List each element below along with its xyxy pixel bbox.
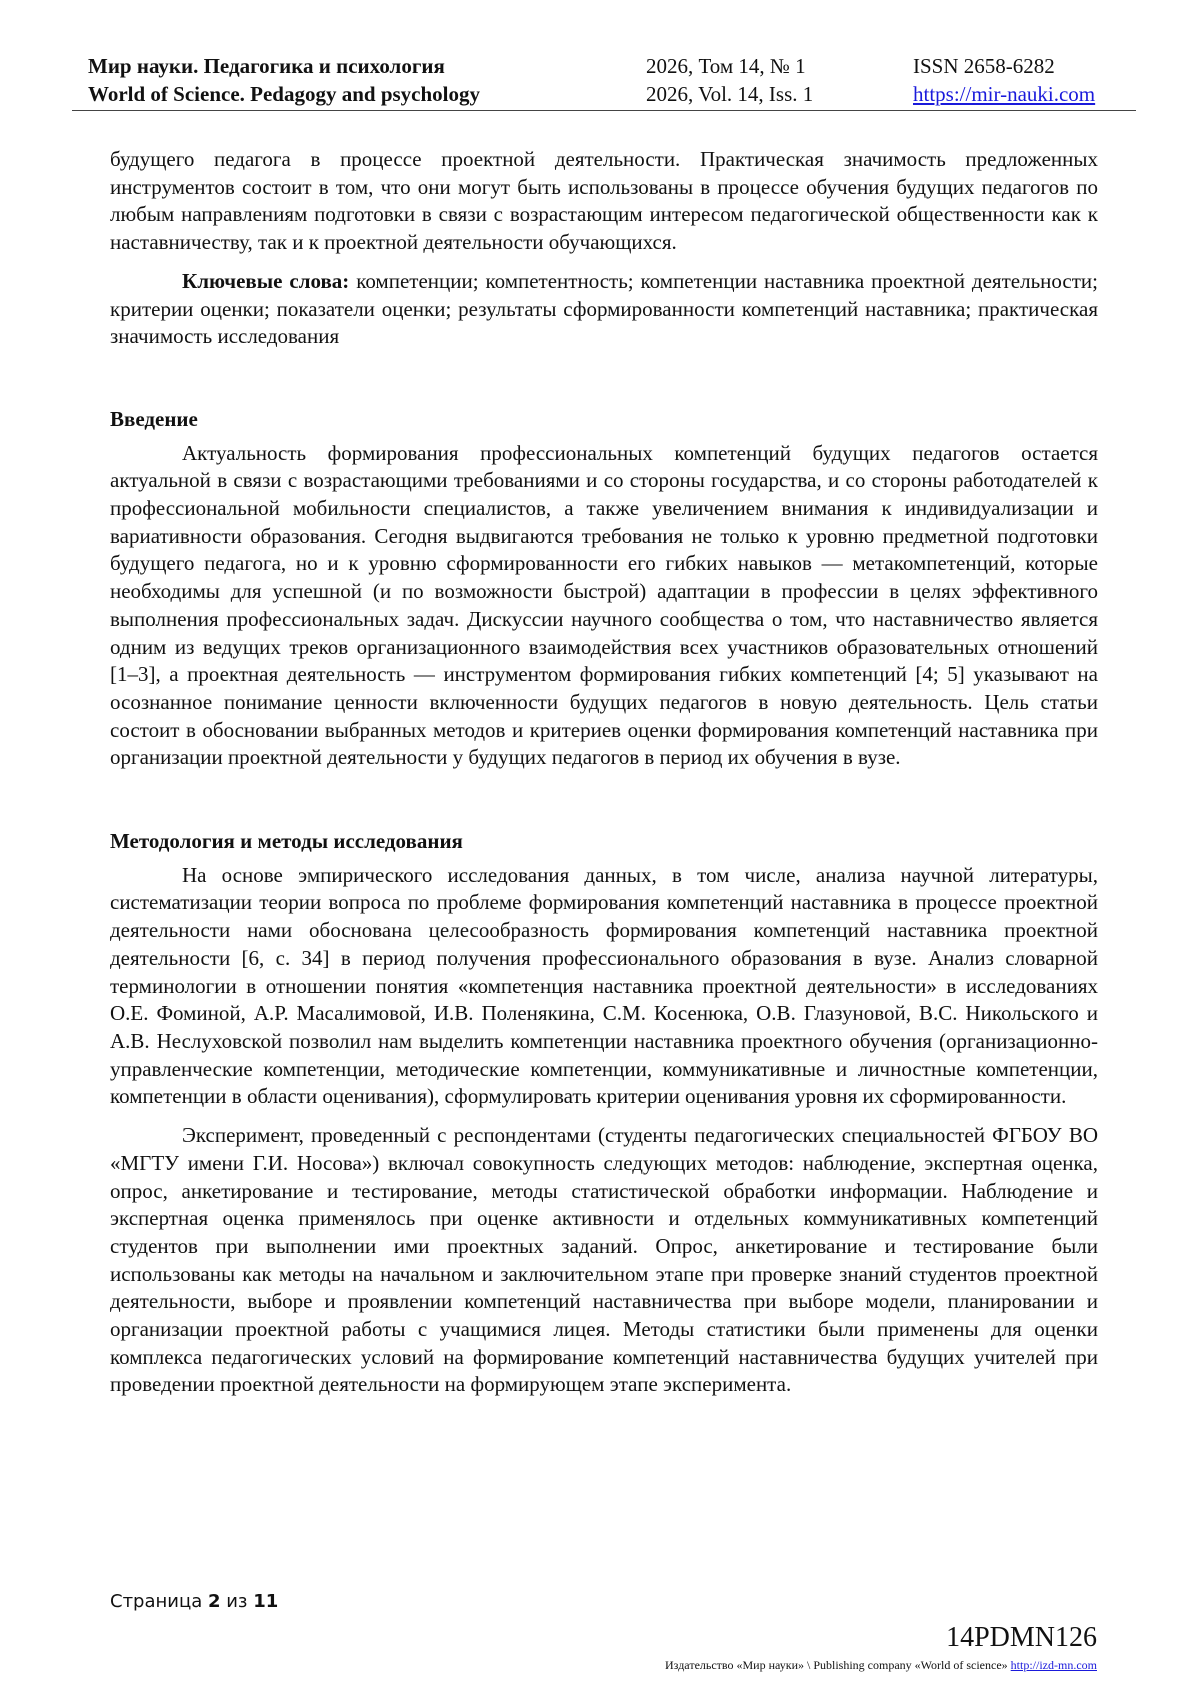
introduction-paragraph: Актуальность формирования профессиональных компетенций будущих педагогов остается актуальной в связи с возрастающими требованиями и со стороны государства, и со стороны работодателей к профессиональной мобильности специалистов, а также увеличением внимания к индивидуализации и вариативности образования. Сегодня выдвигаются требования не только к уровню предметной подготовки будущего педагога, но и к уровню сформированности его гибких навыков — метакомпетенций, которые необходимы для успешной (и по возможности быстрой) адаптации в профессии в целях эффективного выполнения профессиональных задач. Дискуссии научного сообщества о том, что наставничество является одним из ведущих треков организационного взаимодействия всех участников образовательных отношений [1–3], а проектная деятельность — инструментом формирования гибких компетенций [4; 5] указывают на осознанное понимание ценности включенности будущих педагогов в новую деятельность. Цель статьи состоит в обосновании выбранных методов и критериев оценки формирования компетенций наставника при организации проектной деятельности у будущих педагогов в период их обучения в вузе. — [110, 440, 1098, 770]
journal-header — [72, 50, 1136, 111]
journal-website-link[interactable]: https://mir-nauki.com — [913, 82, 1096, 106]
page-prefix: Страница — [110, 1591, 208, 1612]
page-number — [110, 1591, 278, 1612]
journal-title-block — [88, 52, 480, 108]
section-heading-introduction: Введение — [110, 406, 198, 431]
issue-info-en: 2026, Vol. 14, Iss. 1 — [646, 82, 814, 106]
publisher-line — [665, 1658, 1097, 1673]
keywords-label: Ключевые слова: — [182, 268, 350, 293]
publisher-text: Издательство «Мир науки» \ Publishing company «World of science» — [665, 1658, 1011, 1672]
journal-title-ru: Мир науки. Педагогика и психология — [88, 54, 445, 78]
page-current: 2 — [207, 1591, 221, 1612]
publisher-link[interactable]: http://izd-mn.com — [1010, 1658, 1097, 1672]
article-code: 14PDMN126 — [946, 1622, 1097, 1653]
section-heading-methodology: Методология и методы исследования — [110, 829, 463, 854]
issn-block — [913, 52, 1095, 108]
abstract-paragraph: будущего педагога в процессе проектной деятельности. Практическая значимость предложенных инструментов состоит в том, что они могут быть использованы в процессе обучения будущих педагогов по любым направлениям подготовки в связи с возрастающим интересом педагогической общественности как к наставничеству, так и к проектной деятельности обучающихся. — [110, 147, 1098, 255]
article-body — [110, 146, 1098, 1399]
issue-info-ru: 2026, Том 14, № 1 — [646, 54, 806, 78]
issn-number: ISSN 2658-6282 — [913, 54, 1055, 78]
methodology-paragraph-2: Эксперимент, проведенный с респондентами (студенты педагогических специальностей ФГБОУ ВО «МГТУ имени Г.И. Носова») включал совокупность следующих методов: наблюдение, экспертная оценка, опрос, анкетирование и тестирование, методы статистической обработки информации. Наблюдение и экспертная оценка применялось при оценке активности и отдельных коммуникативных компетенций студентов при выполнении ими проектных заданий. Опрос, анкетирование и тестирование были использованы как методы на начальном и заключительном этапе при проверке знаний студентов проектной деятельности, выборе и проявлении компетенций наставничества при выборе модели, планировании и организации проектной работы с учащимися лицея. Методы статистики были применены для оценки комплекса педагогических условий на формирование компетенций наставничества будущих учителей при проведении проектной деятельности на формирующем этапе эксперимента. — [110, 1123, 1098, 1397]
keywords-paragraph — [110, 268, 1098, 351]
journal-title-en: World of Science. Pedagogy and psychology — [88, 82, 481, 106]
issue-info-block — [646, 52, 813, 108]
methodology-paragraph-1: На основе эмпирического исследования данных, в том числе, анализа научной литературы, систематизации теории вопроса по проблеме формирования компетенций наставника в процессе проектной деятельности нами обоснована целесообразность формирования компетенций наставника проектной деятельности [6, с. 34] в период получения профессионального образования в вузе. Анализ словарной терминологии в отношении понятия «компетенция наставника проектной деятельности» в исследованиях О.Е. Фоминой, А.Р. Масалимовой, И.В. Поленякина, С.М. Косенюка, О.В. Глазуновой, В.С. Никольского и А.В. Неслуховской позволил нам выделить компетенции наставника проектного обучения (организационно-управленческие компетенции, методические компетенции, коммуникативные и личностные компетенции, компетенции в области оценивания), сформулировать критерии оценивания уровня их сформированности. — [110, 862, 1098, 1109]
page-middle: из — [220, 1591, 254, 1612]
keywords-text: компетенции; компетентность; компетенции наставника проектной деятельности; критерии оценки; показатели оценки; результаты сформированности компетенций наставника; практическая значимость исследования — [110, 268, 1098, 349]
page-total: 11 — [253, 1591, 279, 1612]
